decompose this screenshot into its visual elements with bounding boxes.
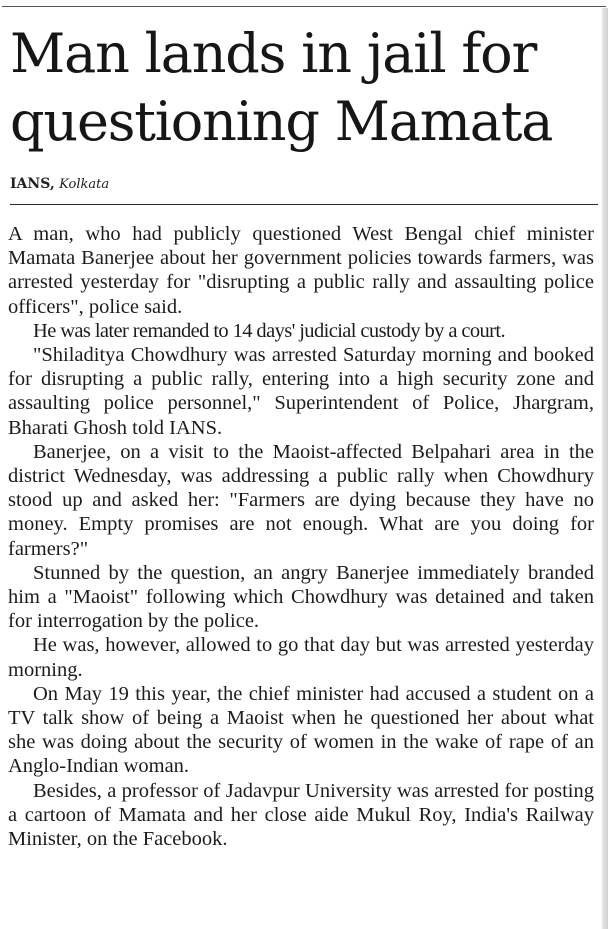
article-paragraph: Banerjee, on a visit to the Maoist-affected Belpahari area in the district Wednesday, was addressing a public rally when Chowdhury stood up and asked her: "Farmers are dying because they have no money. Empty promises are not enough. What are you doing for farmers?" — [8, 440, 594, 560]
headline — [10, 20, 595, 156]
byline — [10, 175, 109, 194]
headline-line-2: questioning Mamata — [10, 90, 553, 153]
article-paragraph: A man, who had publicly questioned West Bengal chief minister Mamata Banerjee about her government policies towards farmers, was arrested yesterday for "disrupting a public rally and assaulting police officers", police said. — [8, 223, 594, 318]
page-edge-shadow — [602, 8, 608, 929]
article-paragraph: Besides, a professor of Jadavpur University was arrested for posting a cartoon of Mamata and her close aide Mukul Roy, India's Railway Minister, on the Facebook. — [8, 779, 594, 851]
article-paragraph: "Shiladitya Chowdhury was arrested Saturday morning and booked for disrupting a public rally, entering into a high security zone and assaulting police personnel," Superintendent of Police, Jhargram, Bharati Ghosh told IANS. — [8, 344, 594, 439]
byline-location: Kolkata — [59, 177, 110, 192]
byline-agency: IANS, — [10, 176, 55, 192]
article-paragraph: He was, however, allowed to go that day but was arrested yesterday morning. — [8, 634, 594, 681]
headline-line-1: Man lands in jail for — [10, 22, 537, 85]
byline-rule — [10, 204, 598, 205]
article-paragraph: He was later remanded to 14 days' judicial custody by a court. — [33, 319, 506, 342]
top-rule — [2, 6, 606, 7]
article-body — [8, 222, 594, 851]
article-paragraph: On May 19 this year, the chief minister had accused a student on a TV talk show of being a Maoist when he questioned her about what she was doing about the security of women in the wake of rape of an Anglo-Indian woman. — [8, 682, 594, 778]
article-paragraph: Stunned by the question, an angry Banerjee immediately branded him a "Maoist" following which Chowdhury was detained and taken for interrogation by the police. — [8, 561, 594, 633]
